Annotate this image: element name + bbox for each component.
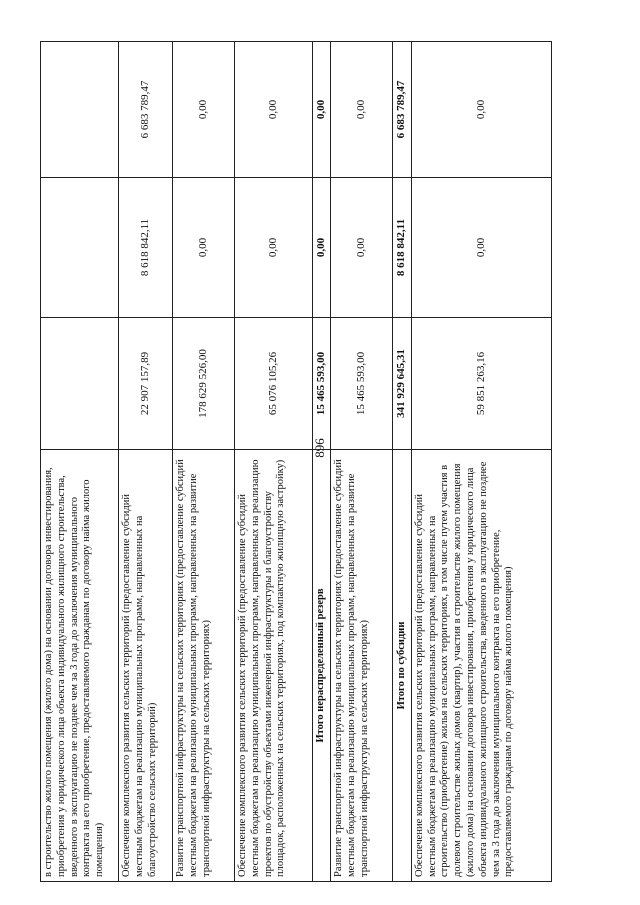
table-row: [119, 42, 173, 882]
value-cell-2: 0,00: [313, 178, 331, 318]
table-row: [173, 42, 235, 882]
table-row: [313, 42, 331, 882]
table-row: [411, 42, 551, 882]
value-cell-1: 59 851 263,16: [411, 318, 551, 450]
value-cell-3: 6 683 789,47: [393, 42, 411, 178]
value-cell-3: 0,00: [313, 42, 331, 178]
value-cell-2: [41, 178, 119, 318]
value-cell-2: 0,00: [331, 178, 393, 318]
value-cell-1: 15 465 593,00: [313, 318, 331, 450]
row-description: в строительство жилого помещения (жилого дома) на основании договора инвестирования, приобретения у юридического лица объекта индивидуального жилищного строительства, введенного в эксплуатацию не позднее чем за 3 года до заключения муниципального контракта на его приобретение, предоставляемого гражданам по договору найма жилого помещения): [41, 450, 119, 882]
value-cell-1: 341 929 645,31: [393, 318, 411, 450]
table-row: [393, 42, 411, 882]
table-row: [235, 42, 313, 882]
table-row: [41, 42, 119, 882]
value-cell-1: [41, 318, 119, 450]
value-cell-1: 65 076 105,26: [235, 318, 313, 450]
value-cell-3: 0,00: [411, 42, 551, 178]
row-description: Обеспечение комплексного развития сельских территорий (предоставление субсидий местным бюджетам на реализацию муниципальных программ, направленных на строительство (приобретение) жилья на сельских территориях, в том числе путем участия в долевом строительстве жилых домов (квартир), участия в строительстве жилого помещения (жилого дома) на основании договора инвестирования, приобретения у юридического лица объекта индивидуального жилищного строительства, введенного в эксплуатацию не позднее чем за 3 года до заключения муниципального контракта на его приобретение, предоставляемого гражданам по договору найма жилого помещения): [411, 450, 551, 882]
row-description: Обеспечение комплексного развития сельских территорий (предоставление субсидий местным бюджетам на реализацию муниципальных программ, направленных на реализацию проектов по обустройству объектами инженерной инфраструктуры и благоустройству площадок, расположенных на сельских территориях, под компактную жилищную застройку): [235, 450, 313, 882]
row-description: Развитие транспортной инфраструктуры на сельских территориях (предоставление субсидий местным бюджетам на реализацию муниципальных программ, направленных на развитие транспортной инфраструктуры на сельских территориях): [173, 450, 235, 882]
value-cell-1: 178 629 526,00: [173, 318, 235, 450]
value-cell-2: 8 618 842,11: [119, 178, 173, 318]
value-cell-3: 0,00: [331, 42, 393, 178]
row-description: Обеспечение комплексного развития сельских территорий (предоставление субсидий местным бюджетам на реализацию муниципальных программ, направленных на благоустройство сельских территорий): [119, 450, 173, 882]
total-label: Итого по субсидии: [393, 450, 411, 882]
table-body: [41, 42, 552, 882]
value-cell-2: 0,00: [235, 178, 313, 318]
total-label: Итого нераспределенный резерв: [313, 450, 331, 882]
table-row: [331, 42, 393, 882]
value-cell-2: 0,00: [411, 178, 551, 318]
rotated-table-wrapper: [40, 42, 515, 882]
row-description: Развитие транспортной инфраструктуры на сельских территориях (предоставление субсидий местным бюджетам на реализацию муниципальных программ, направленных на развитие транспортной инфраструктуры на сельских территориях): [331, 450, 393, 882]
subsidy-table: [40, 41, 552, 882]
value-cell-1: 15 465 593,00: [331, 318, 393, 450]
page-number: 896: [312, 438, 327, 458]
value-cell-3: 0,00: [235, 42, 313, 178]
table-landscape: [40, 42, 515, 882]
value-cell-2: 8 618 842,11: [393, 178, 411, 318]
value-cell-3: 0,00: [173, 42, 235, 178]
value-cell-2: 0,00: [173, 178, 235, 318]
value-cell-3: [41, 42, 119, 178]
value-cell-1: 22 907 157,89: [119, 318, 173, 450]
value-cell-3: 6 683 789,47: [119, 42, 173, 178]
